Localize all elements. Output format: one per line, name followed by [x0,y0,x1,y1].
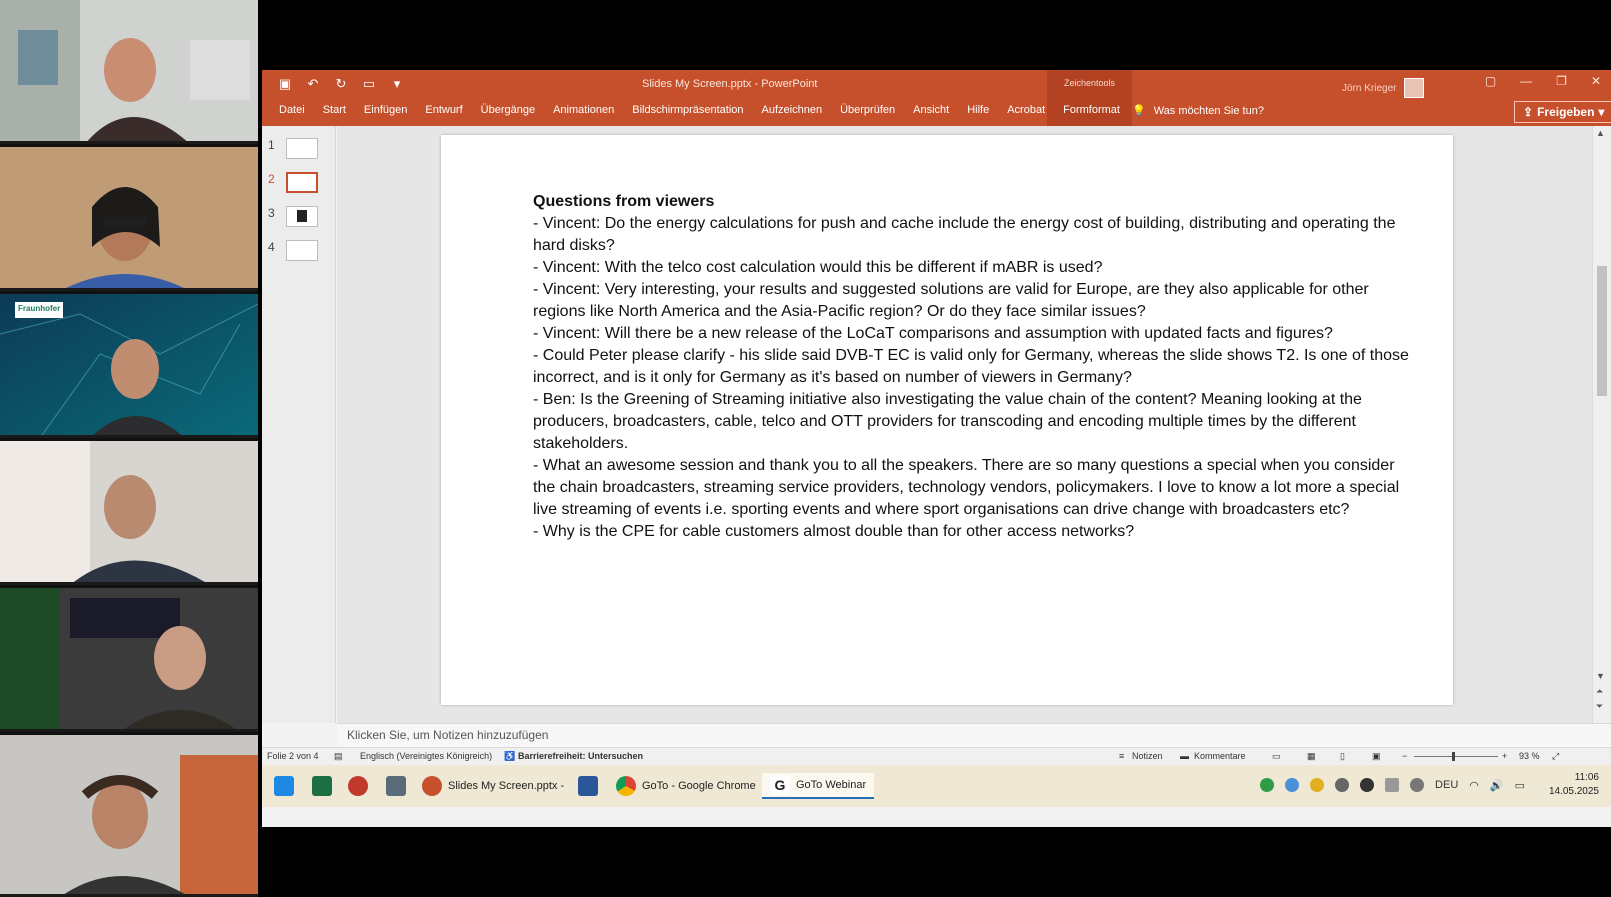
slide-thumbnail-selected[interactable] [262,172,336,202]
tab-acrobat[interactable]: Acrobat [1007,104,1046,116]
tab-einfuegen[interactable]: Einfügen [363,104,408,116]
restore-icon[interactable]: ❐ [1556,74,1567,88]
slide-line: - Why is the CPE for cable customers almost double than for other access networks? [533,523,1135,540]
tab-start[interactable]: Start [322,104,346,116]
minimize-icon[interactable]: — [1520,74,1533,88]
language-indicator[interactable]: Englisch (Vereinigtes Königreich) [360,751,493,761]
drive-icon[interactable] [1285,778,1299,792]
participant-video[interactable] [0,147,258,291]
participant-video[interactable] [0,588,258,732]
tab-datei[interactable]: Datei [279,104,305,116]
share-icon: ⇪ [1523,105,1534,119]
slide-thumbnail-image [286,206,318,227]
window-controls [1485,74,1601,88]
grammarly-icon[interactable] [1335,778,1349,792]
normal-view-icon[interactable]: ▭ [1272,751,1281,761]
app-icon [348,776,368,796]
slide-count: Folie 2 von 4 [267,751,319,761]
slideshow-icon[interactable]: ▣ [1372,751,1381,761]
chevron-down-icon: ▾ [1598,105,1605,119]
participant-video[interactable] [0,0,258,144]
system-tray [1260,778,1525,792]
participant-video[interactable] [0,735,258,897]
slide-thumbnail-pane [262,126,336,723]
tab-bildschirmpraesentation[interactable]: Bildschirmpräsentation [632,104,744,116]
tab-ueberpruefen[interactable]: Überprüfen [840,104,896,116]
word-button[interactable] [578,773,598,799]
notes-placeholder: Klicken Sie, um Notizen hinzuzufügen [347,728,549,742]
excel-button[interactable] [312,773,332,799]
scrollbar-thumb[interactable] [1597,266,1607,396]
clock[interactable] [1549,771,1599,799]
participant-strip [0,0,258,897]
tell-me-text: Was möchten Sie tun? [1153,104,1264,117]
app-button[interactable] [348,773,368,799]
share-button[interactable] [1514,101,1611,123]
slide-line: - Vincent: Will there be a new release of the LoCaT comparisons and assumption with updated facts and figures? [533,325,1333,342]
taskbar [262,765,1611,807]
security-icon[interactable] [1260,778,1274,792]
zoom-slider[interactable] [1414,756,1498,757]
user-account[interactable] [1342,78,1424,98]
ribbon-display-icon[interactable]: ▢ [1484,74,1497,88]
input-language[interactable]: DEU [1435,779,1459,791]
tab-animationen[interactable]: Animationen [553,104,615,116]
scroll-up-icon[interactable]: ▲ [1596,128,1605,138]
previous-slide-icon[interactable]: ⏶ [1596,686,1604,696]
tab-formformat[interactable]: Formformat [1054,104,1129,116]
slide-thumbnail-image [286,138,318,159]
tab-entwurf[interactable]: Entwurf [425,104,463,116]
quick-access-toolbar [276,76,406,92]
tab-ansicht[interactable]: Ansicht [913,104,950,116]
taskbar-item-powerpoint[interactable] [422,773,564,799]
taskbar-item-goto-webinar[interactable] [762,773,874,799]
participant-video[interactable] [0,441,258,585]
slide-number: 4 [268,240,275,254]
notes-pane[interactable] [337,723,1611,747]
notes-icon: ≡ [1119,751,1125,761]
tab-hilfe[interactable]: Hilfe [967,104,990,116]
slide-line: - Could Peter please clarify - his slide said DVB-T EC is valid only for Germany, whereas the slide shows T2. Is one of those incorrect, and is it only for Germany as it's based on number of viewers in Germany? [533,347,1409,386]
share-label: Freigeben [1537,105,1595,119]
dropbox-icon[interactable] [1360,778,1374,792]
reading-view-icon[interactable]: ▯ [1340,751,1345,761]
slide-line: - Vincent: With the telco cost calculation would this be different if mABR is used? [533,259,1103,276]
microphone-icon[interactable] [1410,778,1424,792]
slide-thumbnail[interactable] [262,206,336,236]
powerpoint-window [262,70,1611,827]
title-bar [262,70,1611,126]
logo-text: Fraunhofer [18,304,61,313]
participant-video[interactable] [0,294,258,438]
zoom-slider-handle[interactable] [1452,752,1455,761]
clock-time: 11:06 [1574,772,1599,783]
word-icon [578,776,598,796]
window-title: Slides My Screen.pptx - PowerPoint [642,78,818,90]
wifi-icon[interactable]: ◠ [1469,779,1479,792]
slide-editor [337,126,1592,723]
ribbon-tabs [270,104,1129,116]
taskbar-item-chrome[interactable] [616,773,756,799]
slide-thumbnail[interactable] [262,240,336,270]
lightbulb-icon: 💡 [1132,105,1146,117]
undo-icon[interactable]: ↶ [307,76,319,91]
tab-uebergaenge[interactable]: Übergänge [480,104,536,116]
slide-thumbnail-image [286,240,318,261]
chrome-icon [616,776,636,796]
tab-aufzeichnen[interactable]: Aufzeichnen [761,104,823,116]
slide-number: 3 [268,206,275,220]
zoom-level[interactable]: 93 % [1519,751,1540,761]
slide-canvas[interactable] [441,135,1453,705]
customize-qat-icon[interactable]: ▾ [393,76,401,91]
accessibility-checker[interactable]: Barrierefreiheit: Untersuchen [518,751,644,761]
battery-icon[interactable]: ▭ [1514,779,1525,792]
slide-heading: Questions from viewers [533,193,715,210]
tell-me-search[interactable] [1132,104,1264,117]
windows-icon [274,776,294,796]
slide-line: - What an awesome session and thank you to all the speakers. There are so many questions a special when you consider the chain broadcasters, streaming service providers, technology vendors, policymakers. I love to know a lot more a special live streaming of events i.e. sporting events and where sport organisations can drive change with broadcasters etc? [533,457,1400,518]
status-bar [262,747,1611,765]
avatar[interactable] [1404,78,1424,98]
accessibility-icon: ♿ [504,751,516,761]
slide-line: - Ben: Is the Greening of Streaming initiative also investigating the value chain of the content? Meaning looking at the producers, broadcasters, cable, telco and OTT providers for transcoding and encoding multiple times by the different stakeholders. [533,391,1362,452]
zoom-out-icon[interactable]: − [1402,751,1408,761]
taskbar-item-label: GoTo Webinar [796,779,867,791]
fit-slide-icon[interactable]: ⤢ [1552,751,1560,761]
next-slide-icon[interactable]: ⏷ [1596,701,1604,711]
taskbar-item-label: Slides My Screen.pptx - [448,780,565,792]
tray-app-icon[interactable] [1310,778,1324,792]
slide-thumbnail-image [286,172,318,193]
powerpoint-icon [422,776,442,796]
clock-date: 14.05.2025 [1548,786,1599,797]
usb-icon[interactable] [1385,778,1399,792]
contextual-group-label: Zeichentools [1063,78,1116,88]
close-icon[interactable]: ✕ [1590,74,1601,88]
slide-line: - Vincent: Do the energy calculations for push and cache include the energy cost of building, distributing and operating the hard disks? [533,215,1396,254]
slide-thumbnail[interactable] [262,138,336,168]
notes-toggle[interactable]: Notizen [1132,751,1163,761]
vertical-scrollbar[interactable] [1592,126,1611,723]
redo-icon[interactable]: ↻ [335,76,347,91]
zoom-in-icon[interactable]: + [1502,751,1508,761]
spellcheck-icon[interactable]: ▤ [334,751,343,761]
scroll-down-icon[interactable]: ▼ [1596,671,1605,681]
calculator-button[interactable] [386,773,406,799]
goto-icon: G [770,775,790,795]
excel-icon [312,776,332,796]
save-icon[interactable]: ▣ [278,76,292,91]
slide-text-box[interactable] [533,191,1413,543]
contextual-tab-group [1047,70,1132,126]
slide-number: 2 [268,172,275,186]
taskbar-item-label: GoTo - Google Chrome [642,780,756,792]
comments-icon: ▬ [1180,751,1189,761]
volume-icon[interactable]: 🔊 [1489,779,1504,792]
comments-toggle[interactable]: Kommentare [1194,751,1246,761]
start-presentation-icon[interactable]: ▭ [362,76,376,91]
slide-number: 1 [268,138,275,152]
user-name: Jörn Krieger [1342,82,1397,94]
start-button[interactable] [274,773,294,799]
slide-line: - Vincent: Very interesting, your results and suggested solutions are valid for Europe, are they also applicable for other regions like North America and the Asia-Pacific region? Or do they face similar issues? [533,281,1369,320]
calculator-icon [386,776,406,796]
slide-sorter-icon[interactable]: ▦ [1307,751,1316,761]
